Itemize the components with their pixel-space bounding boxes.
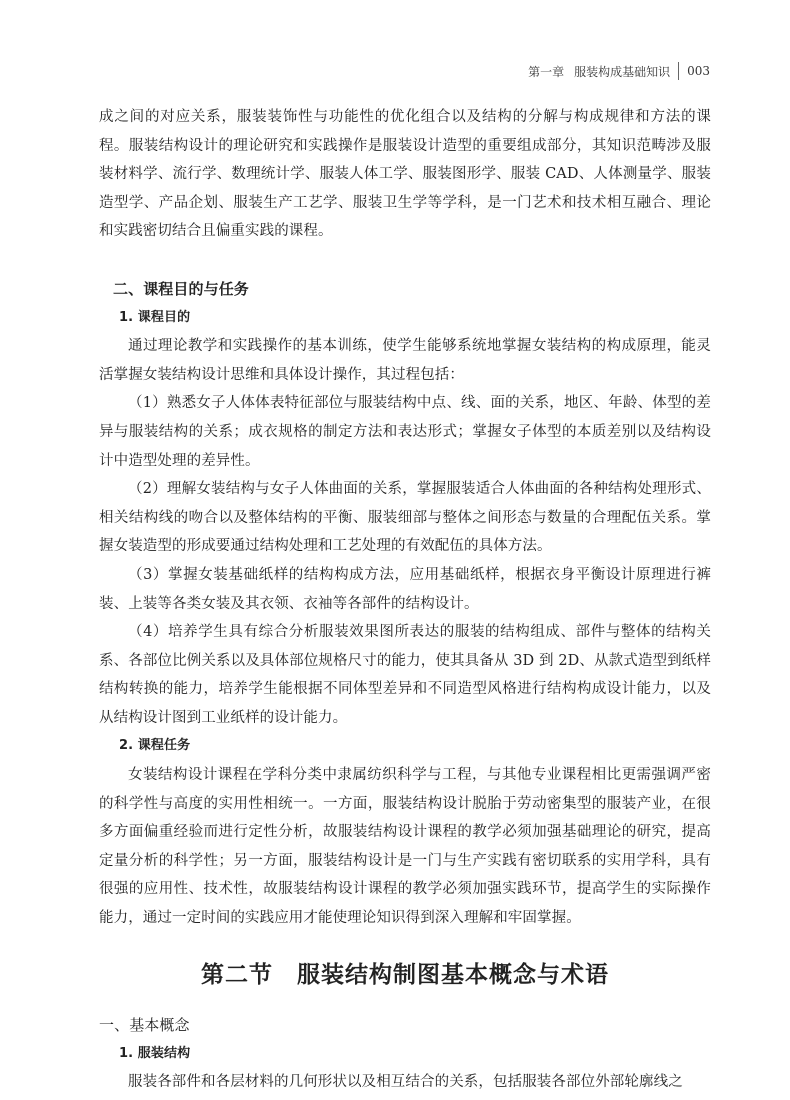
running-header	[528, 62, 710, 80]
garment-structure-paragraph: 服装各部件和各层材料的几何形状以及相互结合的关系，包括服装各部位外部轮廓线之	[128, 1074, 683, 1091]
intro-paragraph: 成之间的对应关系，服装装饰性与功能性的优化组合以及结构的分解与构成规律和方法的课程。服装结构设计的理论研究和实践操作是服装设计造型的重要组成部分，其知识范畴涉及服装材料学、流行学、数理统计学、服装人体工学、服装图形学、服装 CAD、人体测量学、服装造型学、产品企划、服装生产工艺学、服装卫生学等学科，是一门艺术和技术相互融合、理论和实践密切结合且偏重实践的课程。	[99, 109, 711, 240]
purpose-item-2: （2）理解女装结构与女子人体曲面的关系，掌握服装适合人体曲面的各种结构处理形式、相关结构线的吻合以及整体结构的平衡、服装细部与整体之间形态与数量的合理配伍关系。掌握女装造型的形成要通过结构处理和工艺处理的有效配伍的具体方法。	[99, 481, 711, 555]
subheading-course-purpose: 1. 课程目的	[119, 309, 191, 325]
purpose-item-1: （1）熟悉女子人体体表特征部位与服装结构中点、线、面的关系，地区、年龄、体型的差异与服装结构的关系；成衣规格的制定方法和表达形式；掌握女子体型的本质差别以及结构设计中造型处理的差异性。	[99, 395, 711, 469]
subheading-garment-structure: 1. 服装结构	[119, 1045, 191, 1061]
section-title: 第二节 服装结构制图基本概念与术语	[201, 961, 609, 988]
tasks-paragraph: 女装结构设计课程在学科分类中隶属纺织科学与工程，与其他专业课程相比更需强调严密的科学性与高度的实用性相统一。一方面，服装结构设计脱胎于劳动密集型的服装产业，在很多方面偏重经验而进行定性分析，故服装结构设计课程的教学必须加强基础理论的研究，提高定量分析的科学性；另一方面，服装结构设计是一门与生产实践有密切联系的实用学科，具有很强的应用性、技术性，故服装结构设计课程的教学必须加强实践环节，提高学生的实际操作能力，通过一定时间的实践应用才能使理论知识得到深入理解和牢固掌握。	[99, 767, 711, 927]
header-chapter: 第一章	[528, 64, 565, 79]
section-heading-course-goals: 二、课程目的与任务	[113, 279, 249, 298]
header-divider	[678, 62, 679, 80]
purpose-item-4: （4）培养学生具有综合分析服装效果图所表达的服装的结构组成、部件与整体的结构关系、各部位比例关系以及具体部位规格尺寸的能力，使其具备从 3D 到 2D、从款式造型到纸样结构转换的能力，培养学生能根据不同体型差异和不同造型风格进行结构构成设计能力，以及从结构设计图到工业纸样的设计能力。	[99, 624, 711, 726]
page-body	[99, 103, 711, 1097]
purpose-intro-paragraph: 通过理论教学和实践操作的基本训练，使学生能够系统地掌握女装结构的构成原理，能灵活掌握女装结构设计思维和具体设计操作，其过程包括：	[99, 338, 711, 383]
section-heading-basic-concepts: 一、基本概念	[99, 1016, 190, 1035]
purpose-item-3: （3）掌握女装基础纸样的结构构成方法，应用基础纸样，根据衣身平衡设计原理进行裤装、上装等各类女装及其衣领、衣袖等各部件的结构设计。	[99, 566, 711, 612]
page-number: 003	[687, 64, 710, 78]
subheading-course-tasks: 2. 课程任务	[119, 738, 191, 754]
header-chapter-title: 服装构成基础知识	[574, 64, 671, 79]
